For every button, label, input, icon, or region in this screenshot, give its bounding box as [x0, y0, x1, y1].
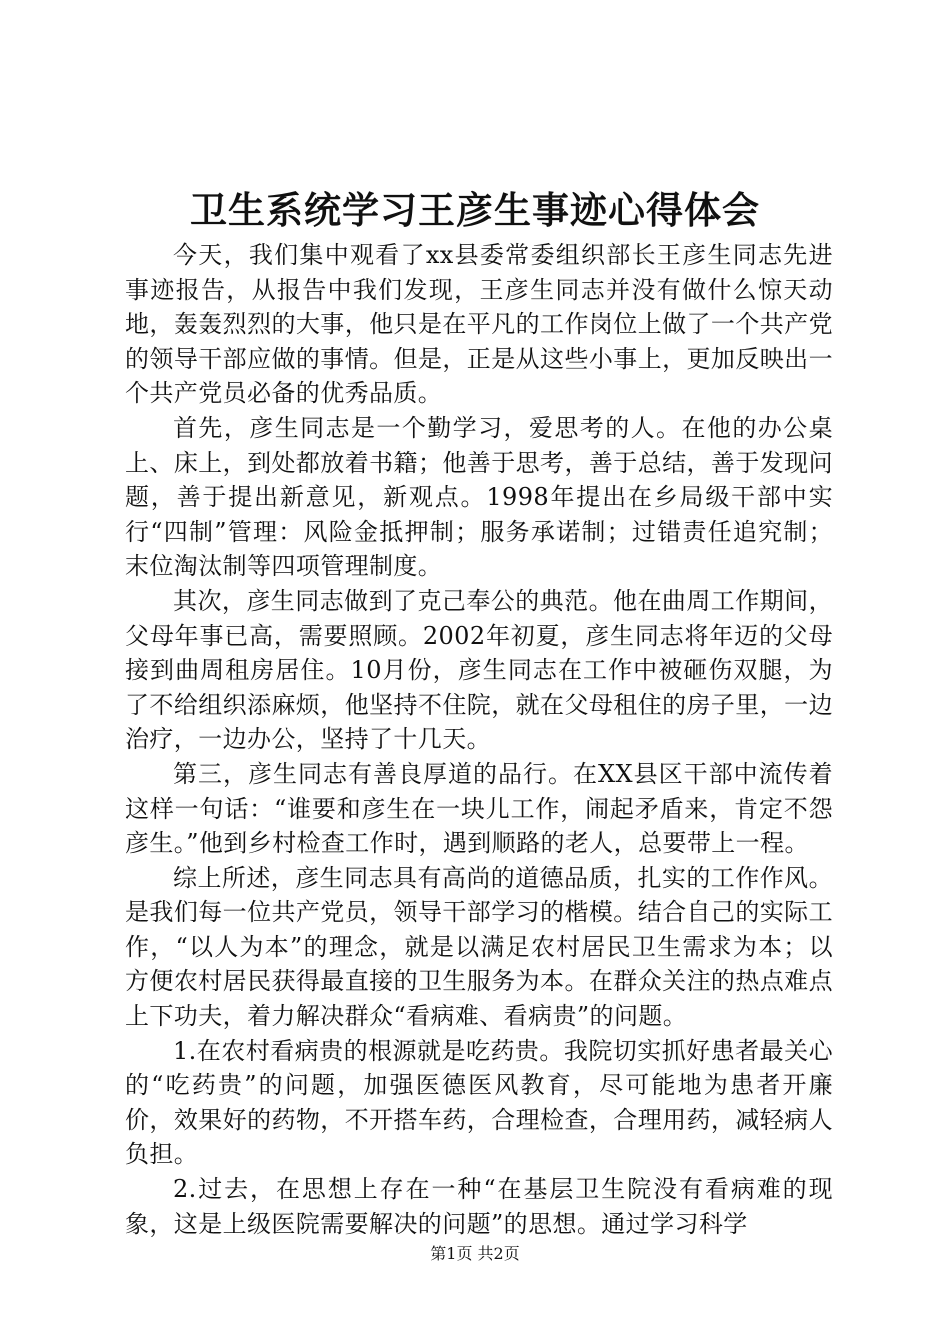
paragraph-intro: 今天，我们集中观看了xx县委常委组织部长王彦生同志先进事迹报告，从报告中我们发现，王彦生同志并没有做什么惊天动地，轰轰烈烈的大事，他只是在平凡的工作岗位上做了一个共产党的领导干部应做的事情。但是，正是从这些小事上，更加反映出一个共产党员必备的优秀品质。	[125, 241, 833, 408]
paragraph-second: 其次，彦生同志做到了克己奉公的典范。他在曲周工作期间，父母年事已高，需要照顾。2002年初夏，彦生同志将年迈的父母接到曲周租房居住。10月份，彦生同志在工作中被砸伤双腿，为了不给组织添麻烦，他坚持不住院，就在父母租住的房子里，一边治疗，一边办公，坚持了十几天。	[125, 586, 833, 754]
paragraph-third: 第三，彦生同志有善良厚道的品行。在XX县区干部中流传着这样一句话：“谁要和彦生在一块儿工作，闹起矛盾来，肯定不怨彦生。”他到乡村检查工作时，遇到顺路的老人，总要带上一程。	[125, 759, 833, 858]
paragraph-summary: 综上所述，彦生同志具有高尚的道德品质，扎实的工作作风。是我们每一位共产党员，领导干部学习的楷模。结合自己的实际工作，“以人为本”的理念，就是以满足农村居民卫生需求为本；以方便农村居民获得最直接的卫生服务为本。在群众关注的热点难点上下功夫，着力解决群众“看病难、看病贵”的问题。	[125, 863, 833, 1031]
page-footer: 第1页 共2页	[430, 1244, 520, 1263]
paragraph-item-1: 1.在农村看病贵的根源就是吃药贵。我院切实抓好患者最关心的“吃药贵”的问题，加强医德医风教育，尽可能地为患者开廉价，效果好的药物，不开搭车药，合理检查，合理用药，减轻病人负担。	[125, 1036, 833, 1169]
paragraph-item-2: 2.过去，在思想上存在一种“在基层卫生院没有看病难的现象，这是上级医院需要解决的问题”的思想。通过学习科学	[125, 1175, 833, 1238]
document-title: 卫生系统学习王彦生事迹心得体会	[190, 188, 760, 232]
document-body	[125, 238, 833, 1241]
paragraph-first: 首先，彦生同志是一个勤学习，爱思考的人。在他的办公桌上、床上，到处都放着书籍；他善于思考，善于总结，善于发现问题，善于提出新意见，新观点。1998年提出在乡局级干部中实行“四制”管理：风险金抵押制；服务承诺制；过错责任追究制；末位淘汰制等四项管理制度。	[125, 413, 833, 581]
